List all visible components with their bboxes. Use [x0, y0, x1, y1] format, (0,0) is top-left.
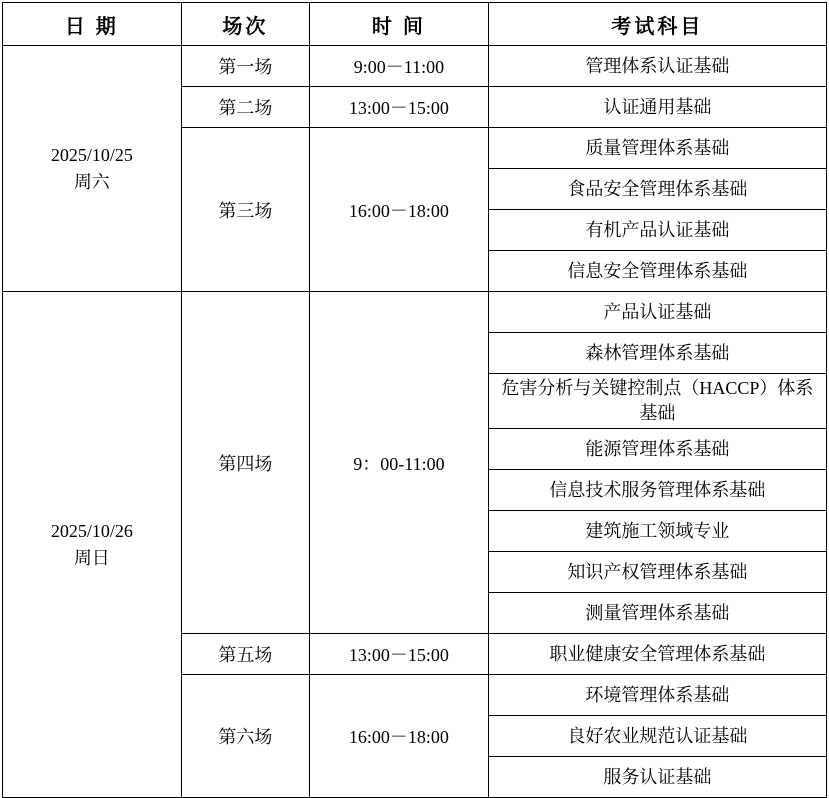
subject-cell: 食品安全管理体系基础	[488, 169, 826, 210]
time-cell: 13:00－15:00	[310, 634, 489, 675]
table-header-row	[3, 3, 827, 46]
time-cell: 16:00－18:00	[310, 675, 489, 798]
date-cell	[3, 292, 182, 798]
subject-cell: 测量管理体系基础	[488, 593, 826, 634]
session-cell: 第六场	[181, 675, 309, 798]
date-text: 2025/10/26	[50, 520, 133, 541]
time-cell: 9：00-11:00	[310, 292, 489, 634]
subject-cell: 建筑施工领域专业	[488, 511, 826, 552]
subject-cell: 环境管理体系基础	[488, 675, 826, 716]
subject-cell: 认证通用基础	[488, 87, 826, 128]
subject-cell: 森林管理体系基础	[488, 333, 826, 374]
session-cell: 第五场	[181, 634, 309, 675]
subject-cell: 有机产品认证基础	[488, 210, 826, 251]
table-header	[3, 3, 827, 46]
time-cell: 13:00－15:00	[310, 87, 489, 128]
exam-schedule-table	[2, 2, 827, 798]
time-cell: 9:00－11:00	[310, 46, 489, 87]
header-date: 日 期	[3, 3, 182, 46]
subject-cell: 管理体系认证基础	[488, 46, 826, 87]
session-cell: 第二场	[181, 87, 309, 128]
session-cell: 第一场	[181, 46, 309, 87]
time-cell: 16:00－18:00	[310, 128, 489, 292]
date-cell	[3, 46, 182, 292]
subject-cell: 信息技术服务管理体系基础	[488, 470, 826, 511]
table-row	[3, 292, 827, 333]
subject-cell: 产品认证基础	[488, 292, 826, 333]
weekday-text: 周六	[73, 171, 110, 192]
header-time: 时 间	[310, 3, 489, 46]
table-row	[3, 46, 827, 87]
subject-cell: 能源管理体系基础	[488, 429, 826, 470]
subject-cell: 良好农业规范认证基础	[488, 716, 826, 757]
subject-cell: 职业健康安全管理体系基础	[488, 634, 826, 675]
header-session: 场次	[181, 3, 309, 46]
date-text: 2025/10/25	[50, 144, 133, 165]
subject-cell: 质量管理体系基础	[488, 128, 826, 169]
weekday-text: 周日	[73, 547, 110, 568]
subject-cell: 危害分析与关键控制点（HACCP）体系基础	[488, 374, 826, 429]
subject-cell: 服务认证基础	[488, 757, 826, 798]
header-subject: 考试科目	[488, 3, 826, 46]
table-body	[3, 46, 827, 798]
subject-cell: 信息安全管理体系基础	[488, 251, 826, 292]
session-cell: 第三场	[181, 128, 309, 292]
session-cell: 第四场	[181, 292, 309, 634]
subject-cell: 知识产权管理体系基础	[488, 552, 826, 593]
